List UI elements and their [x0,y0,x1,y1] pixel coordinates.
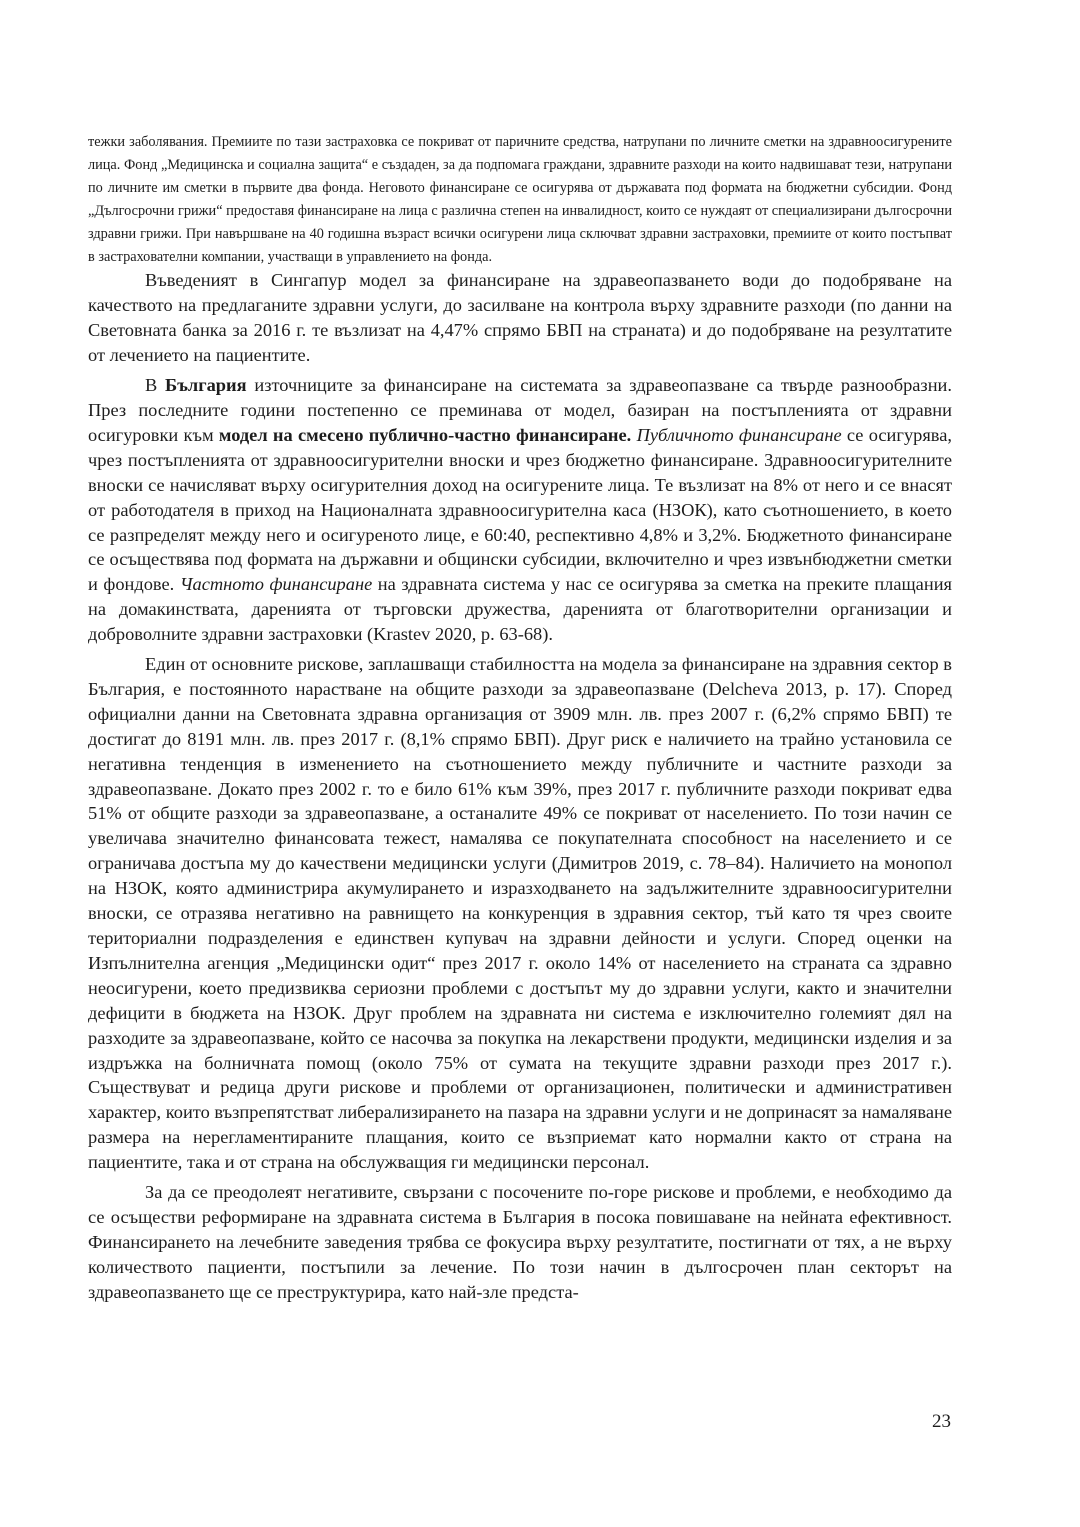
continuation-paragraph: тежки заболявания. Премиите по тази застраховка се покриват от паричните средства, натрупани по личните сметки на здравноосигурените лица. Фонд „Медицинска и социална защита“ е създаден, за да подпомага граждани, здравните разходи на които надвишават тези, натрупани по личните им сметки в първите два фонда. Неговото финансиране се осигурява от държавата под формата на бюджетни субсидии. Фонд „Дългосрочни грижи“ предоставя финансиране на лица с различна степен на инвалидност, които се нуждаят от специализирани дългосрочни здравни грижи. При навършване на 40 годишна възраст всички осигурени лица сключват здравни застраховки, премиите от които постъпват в застрахователни компании, участващи в управлението на фонда. [88,134,952,265]
paragraph-singapore: Въведеният в Сингапур модел за финансиране на здравеопазването води до подобряване на качеството на предлаганите здравни услуги, до засилване на контрола върху здравните разходи (по данни на Световната банка за 2016 г. те възлизат на 4,47% спрямо БВП на страната) и до подобряване на резултатите от лечението на пациентите. [88,270,952,366]
paragraph-bulgaria [88,373,952,647]
bulgaria-intro: В [145,375,166,396]
paragraph-reform: За да се преодолеят негативите, свързани с посочените по-горе рискове и проблеми, е необходимо да се осъществи реформиране на здравната система в България в посока повишаване на нейната ефективност. Финансирането на лечебните заведения трябва се фокусира върху резултатите, постигнати от тях, а не върху количеството пациенти, постъпили за лечение. По този начин в дългосрочен план секторът на здравеопазването ще се преструктурира, като най-зле предста- [88,1182,952,1302]
page-number: 23 [932,1411,951,1432]
paragraph-risks: Един от основните рискове, заплашващи стабилността на модела за финансиране на здравния сектор в България, е постоянното нарастване на общите разходи за здравеопазване (Delcheva 2013, p. 17). Според официални данни на Световната здравна организация от 3909 млн. лв. през 2007 г. (6,2% спрямо БВП) те достигат до 8191 млн. лв. през 2017 г. (8,1% спрямо БВП). Друг риск е наличието на трайно установила се негативна тенденция в изменението на съотношението между публичните и частните разходи за здравеопазване. Докато през 2002 г. то е било 61% към 39%, през 2017 г. публичните разходи покриват едва 51% от общите разходи за здравеопазване, а останалите 49% се покриват от населението. По този начин се увеличава значително финансовата тежест, намалява се покупателната способност на населението и се ограничава достъпа му до качествени медицински услуги (Димитров 2019, с. 78–84). Наличието на монопол на НЗОК, която администрира акумулирането и изразходването на задължителните здравноосигурителни вноски, се отразява негативно на равнището на конкуренция в здравния сектор, тъй като тя чрез своите териториални подразделения е единствен купувач на здравни дейности и услуги. Според оценки на Изпълнителна агенция „Медицински одит“ през 2017 г. около 14% от населението на страната са здравно неосигурени, което предизвиква сериозни проблеми с достъпът му до здравни услуги, както и значителни дефицити в бюджета на НЗОК. Друг проблем на здравната ни система е изключително големият дял на разходите за здравеопазване, който се насочва за покупка на лекарствени продукти, медицински изделия и за издръжка на болничната помощ (около 75% от сумата на текущите здравни разходи през 2017 г.). Съществуват и редица други рискове и проблеми от организационен, политически и административен характер, които възпрепятстват либерализирането на пазара на здравни услуги и не допринасят за намаляване размера на нерегламентираните плащания, които се възприемат като нормални както от страна на пациентите, така и от страна на обслужващия ги медицински персонал. [88,654,952,1173]
private-financing-term: Частното финансиране [179,574,373,595]
mixed-financing-model: модел на смесено публично-частно финансиране. [218,424,632,445]
public-financing-term: Публичното финансиране [636,424,842,445]
bulgaria-text-3: на здравната система у нас се осигурява за сметка на преките плащания на домакинствата, даренията от търговски дружества, даренията от благотворителни организации и доброволните здравни застраховки (Krastev 2020, p. 63-68). [88,574,952,645]
bulgaria-text-1: източниците за финансиране на системата за здравеопазване са твърде разнообразни. През последните години постепенно се преминава от модел, базиран на постъпленията от здравни осигуровки към [88,375,952,445]
bulgaria-country: България [165,375,247,396]
body-text [88,131,952,1305]
bulgaria-text-2: се осигурява, чрез постъпленията от здравноосигурителни вноски и чрез бюджетно финансиране. Здравноосигурителните вноски се начисляват върху осигурителния доход на осигурените лица. Те възлизат на 8% от него и се внасят от работодателя в приход на Националната здравноосигурителна каса (НЗОК), като съотношението, в което се разпределят между него и осигуреното лице, е 60:40, респективно 4,8% и 3,2%. Бюджетното финансиране се осъществява под формата на държавни и общински субсидии, включително и чрез извънбюджетни сметки и фондове. [88,424,952,595]
